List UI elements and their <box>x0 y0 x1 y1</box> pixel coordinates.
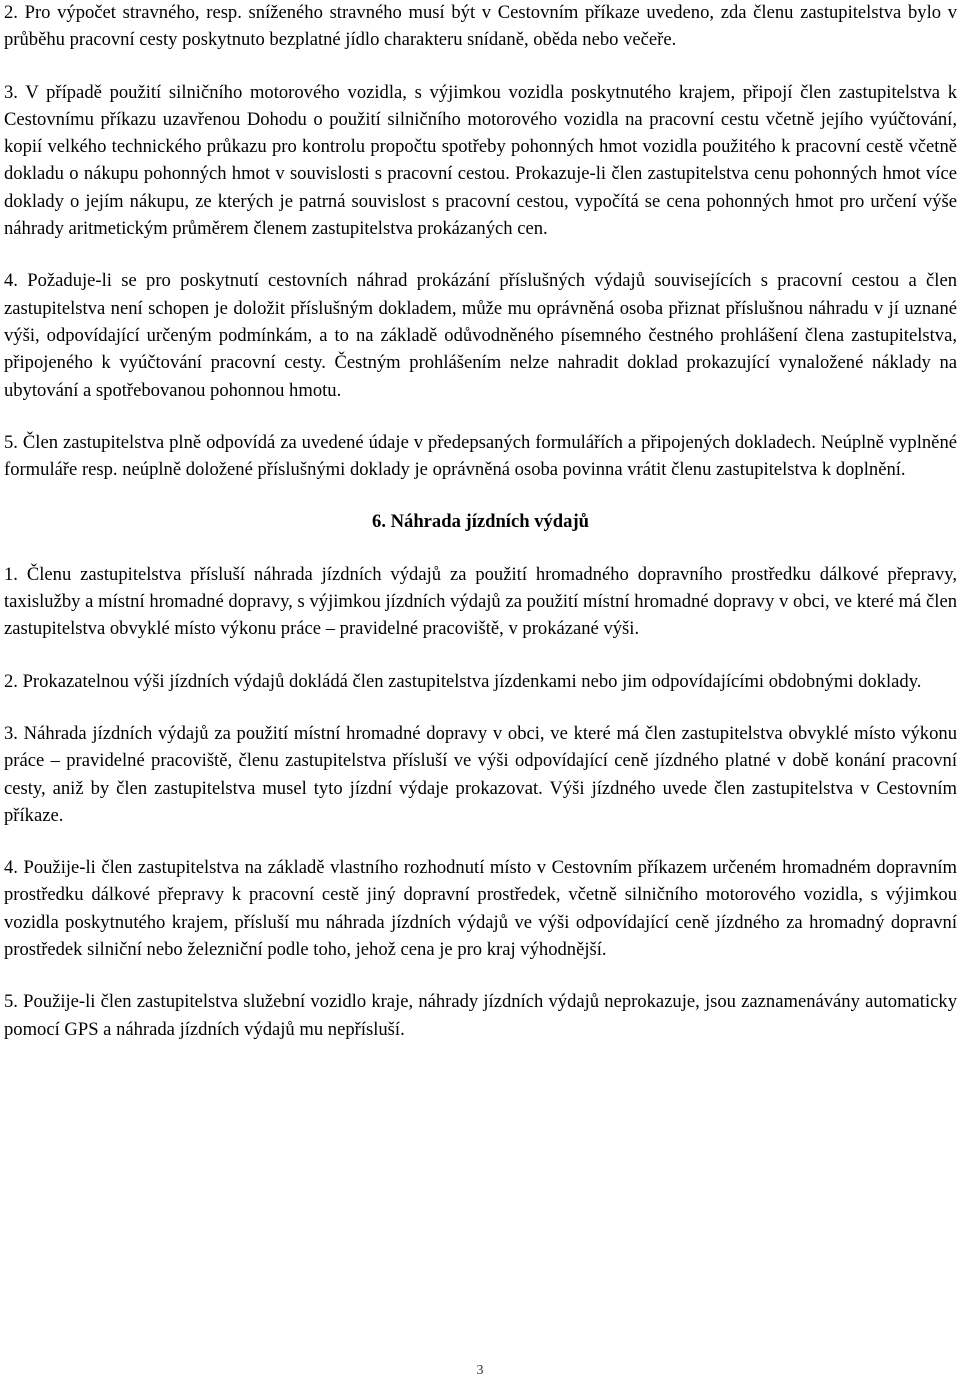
paragraph-local-transport: 3. Náhrada jízdních výdajů za použití místní hromadné dopravy v obci, ve které má člen zastupitelstva obvyklé místo výkonu práce – pravidelné pracoviště, členu zastupitelstva přísluší ve výši odpovídající ceně jízdného platné v době konání pracovní cesty, aniž by člen zastupitelstva musel tyto jízdní výdaje prokazovat. Výši jízdného uvede člen zastupitelstva v Cestovním příkaze. <box>4 722 957 826</box>
paragraph-responsibility: 5. Člen zastupitelstva plně odpovídá za uvedené údaje v předepsaných formulářích a připojených dokladech. Neúplně vyplněné formuláře resp. neúplně doložené příslušnými doklady je oprávněná osoba povinna vrátit členu zastupitelstva k doplnění. <box>4 431 957 481</box>
paragraph-travel-refund: 1. Členu zastupitelstva přísluší náhrada jízdních výdajů za použití hromadného dopravního prostředku dálkové přepravy, taxislužby a místní hromadné dopravy, s výjimkou jízdních výdajů za použití místní hromadné dopravy v obci, ve které má člen zastupitelstva obvyklé místo výkonu práce – pravidelné pracoviště, v prokázané výši. <box>4 563 957 640</box>
paragraph-vehicle-documents: 3. V případě použití silničního motorového vozidla, s výjimkou vozidla poskytnutého krajem, připojí člen zastupitelstva k Cestovnímu příkazu uzavřenou Dohodu o použití silničního motorového vozidla na pracovní cestu včetně jejího vyúčtování, kopií velkého technického průkazu pro kontrolu propočtu spotřeby pohonných hmot vozidla použitého k pracovní cestě včetně dokladu o nákupu pohonných hmot v souvislosti s pracovní cestou. Prokazuje-li člen zastupitelstva cenu pohonných hmot více doklady o jejím nákupu, ze kterých je patrná souvislost s pracovní cestou, vypočítá se cena pohonných hmot pro určení výše náhrady aritmetickým průměrem členem zastupitelstva prokázaných cen. <box>4 81 957 240</box>
paragraph-service-vehicle: 5. Použije-li člen zastupitelstva služební vozidlo kraje, náhrady jízdních výdajů neprokazuje, jsou zaznamenávány automaticky pomocí GPS a náhrada jízdních výdajů mu nepřísluší. <box>4 991 957 1040</box>
paragraph-other-vehicle: 4. Použije-li člen zastupitelstva na základě vlastního rozhodnutí místo v Cestovním příkazem určeném hromadném dopravním prostředku dálkové přepravy k pracovní cestě jiný dopravní prostředek, včetně silničního motorového vozidla, s výjimkou vozidla poskytnutého krajem, přísluší mu náhrada jízdních výdajů ve výši odpovídající ceně jízdného za hromadný dopravní prostředek silniční nebo železniční podle toho, jehož cena je pro kraj výhodnější. <box>4 857 957 961</box>
paragraph-affidavit: 4. Požaduje-li se pro poskytnutí cestovních náhrad prokázání příslušných výdajů souvisejících s pracovní cestou a člen zastupitelstva není schopen je doložit příslušným dokladem, může mu oprávněná osoba přiznat příslušnou náhradu v jí uznané výši, odpovídající určeným podmínkám, a to na základě odůvodněného písemného čestného prohlášení člena zastupitelstva, připojeného k vyúčtování pracovní cesty. Čestným prohlášením nelze nahradit doklad prokazující vynaložené náklady na ubytování a spotřebovanou pohonnou hmotu. <box>4 270 957 401</box>
page-number: 3 <box>476 1363 484 1378</box>
document-page <box>4 0 957 1068</box>
paragraph-ticket-proof: 2. Prokazatelnou výši jízdních výdajů dokládá člen zastupitelstva jízdenkami nebo jim odpovídajícími obdobnými doklady. <box>4 670 922 692</box>
section-heading: 6. Náhrada jízdních výdajů <box>372 511 589 533</box>
paragraph-meal-note: 2. Pro výpočet stravného, resp. sníženého stravného musí být v Cestovním příkaze uvedeno, zda členu zastupitelstva bylo v průběhu pracovní cesty poskytnuto bezplatné jídlo charakteru snídaně, oběda nebo večeře. <box>4 2 957 51</box>
